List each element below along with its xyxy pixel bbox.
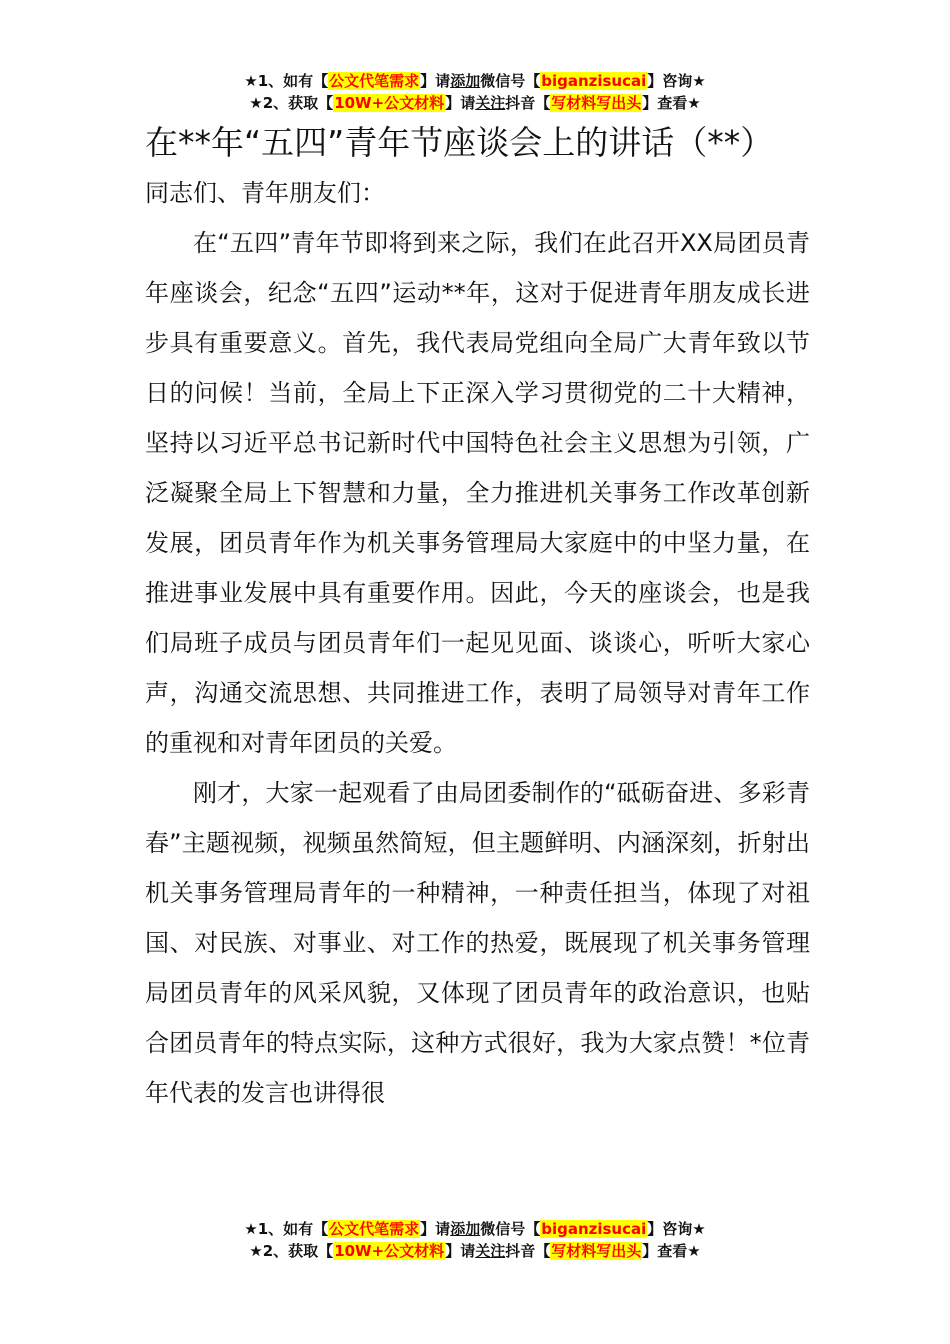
promo-line-2: ★2、获取【10W+公文材料】请关注抖音【写材料写出头】查看★ — [249, 94, 701, 112]
promo-emphasis-add: 添加 — [450, 72, 481, 90]
promo-footer — [0, 1218, 950, 1262]
document-title: 在**年“五四”青年节座谈会上的讲话（**） — [145, 123, 774, 162]
promo-highlight-service: 公文代笔需求 — [329, 72, 420, 90]
promo-line-1: ★1、如有【公文代笔需求】请添加微信号【biganzisucai】咨询★ — [244, 72, 706, 90]
promo-highlight-wechat-id: biganzisucai — [541, 1220, 647, 1238]
promo-emphasis-follow: 关注 — [475, 1242, 506, 1260]
promo-highlight-materials: 10W+公文材料 — [334, 1242, 445, 1260]
promo-highlight-wechat-id: biganzisucai — [541, 72, 647, 90]
promo-highlight-materials: 10W+公文材料 — [334, 94, 445, 112]
document-body — [145, 122, 810, 1118]
promo-emphasis-follow: 关注 — [475, 94, 506, 112]
paragraph-1: 在“五四”青年节即将到来之际，我们在此召开XX局团员青年座谈会，纪念“五四”运动**年，这对于促进青年朋友成长进步具有重要意义。首先，我代表局党组向全局广大青年致以节日的问候！当前，全局上下正深入学习贯彻党的二十大精神，坚持以习近平总书记新时代中国特色社会主义思想为引领，广泛凝聚全局上下智慧和力量，全力推进机关事务工作改革创新发展，团员青年作为机关事务管理局大家庭中的中坚力量，在推进事业发展中具有重要作用。因此，今天的座谈会，也是我们局班子成员与团员青年们一起见见面、谈谈心，听听大家心声，沟通交流思想、共同推进工作，表明了局领导对青年工作的重视和对青年团员的关爱。 — [145, 229, 810, 757]
promo-highlight-douyin-account: 写材料写出头 — [551, 94, 642, 112]
promo-line-1: ★1、如有【公文代笔需求】请添加微信号【biganzisucai】咨询★ — [244, 1220, 706, 1238]
paragraph-2: 刚才，大家一起观看了由局团委制作的“砥砺奋进、多彩青春”主题视频，视频虽然简短，但主题鲜明、内涵深刻，折射出机关事务管理局青年的一种精神，一种责任担当，体现了对祖国、对民族、对事业、对工作的热爱，既展现了机关事务管理局团员青年的风采风貌，又体现了团员青年的政治意识，也贴合团员青年的特点实际，这种方式很好，我为大家点赞！*位青年代表的发言也讲得很 — [145, 779, 810, 1107]
salutation: 同志们、青年朋友们： — [145, 179, 385, 207]
promo-header — [0, 70, 950, 114]
promo-line-2: ★2、获取【10W+公文材料】请关注抖音【写材料写出头】查看★ — [249, 1242, 701, 1260]
promo-emphasis-add: 添加 — [450, 1220, 481, 1238]
promo-highlight-service: 公文代笔需求 — [329, 1220, 420, 1238]
promo-highlight-douyin-account: 写材料写出头 — [551, 1242, 642, 1260]
